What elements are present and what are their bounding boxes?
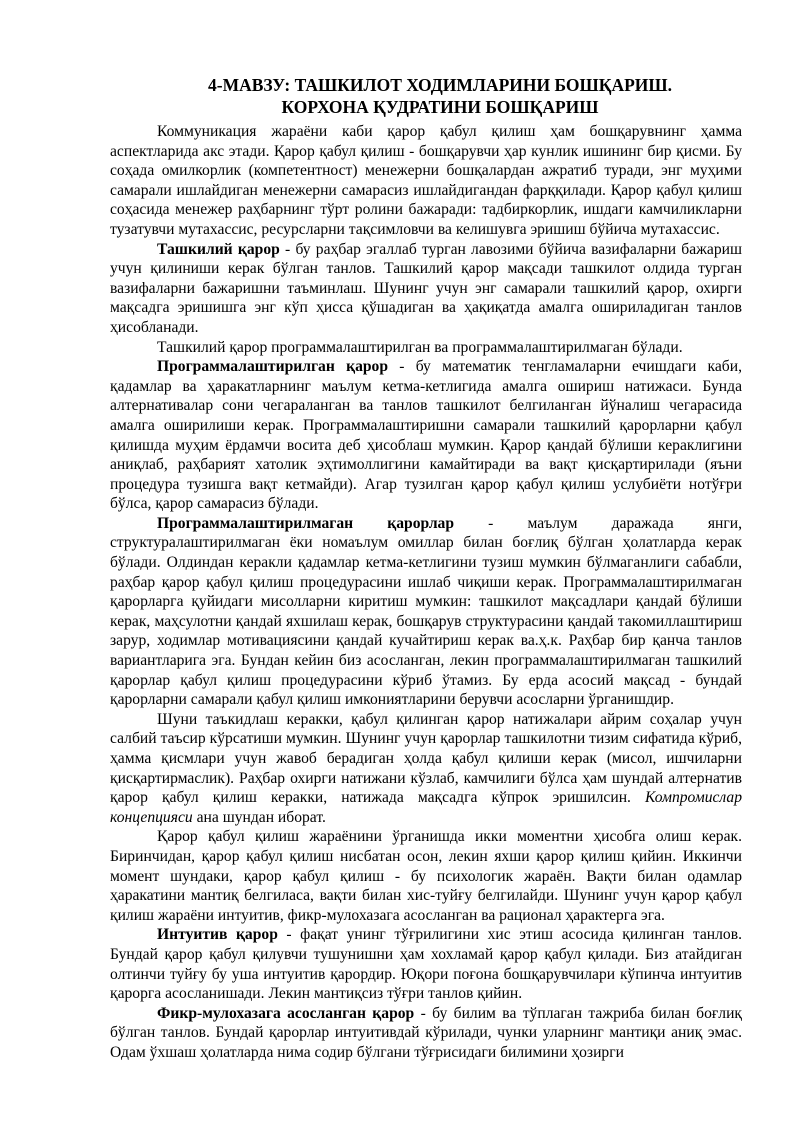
- paragraph-two-moments: [110, 827, 742, 925]
- term-bold: Программалаштирилган қарор: [157, 358, 389, 376]
- paragraph-text: - фақат унинг тўғрилигини хис этиш асосида қилинган танлов. Бундай қарор қабул қилувчи тушунишни ҳам хохламай қарор қабул қилади. Биз атайдиган олтинчи туйғу бу уша интуитив қарордир. Юқори поғона бошқарувчилари кўпинча интуитив қарорга асосланишади. Лекин мантиқсиз тўғри танлов қийин.: [110, 926, 742, 1003]
- paragraph-text: Қарор қабул қилиш жараёнини ўрганишда икки моментни ҳисобга олиш керак. Биринчидан, қарор қабул қилиш нисбатан осон, лекин яхши қарор қилиш қийин. Иккинчи момент шундаки, қарор қабул қилиш - бу психологик жараён. Вақти билан одамлар ҳаракатини мантиқ белгиласа, вақти билан хис-туйғу белгилайди. Шунинг учун қарор қабул қилиш жараёни интуитив, фикр-мулохазага асосланган ва рационал ҳарактерга эга.: [110, 828, 742, 924]
- paragraph-text: Шуни таъкидлаш керакки, қабул қилинган қарор натижалари айрим соҳалар учун салбий таъсир кўрсатиши мумкин. Шунинг учун қарорлар ташкилотни тизим сифатида кўриб, ҳамма қисмлари учун жавоб берадиган ҳолда қабул қилиши керак (мисол, ишчиларни қисқартирмаслик). Раҳбар охирги натижани кўзлаб, камчилиги бўлса ҳам шундай алтернатив қарор қабул қилиш керакки, натижада мақсадга кўпрок эришилсин.: [110, 710, 742, 807]
- paragraph-intro: [110, 122, 742, 240]
- term-bold: Ташкилий қарор: [157, 240, 280, 258]
- term-italic: Компромислар концепцияси: [110, 789, 742, 826]
- paragraph-judgment-decision: [110, 1004, 742, 1063]
- paragraph-organizational-decision: [110, 240, 742, 338]
- term-bold: Интуитив қарор: [157, 926, 278, 944]
- paragraph-intuitive-decision: [110, 925, 742, 1003]
- paragraph-text: - маълум даражада янги, структуралаштирилмаган ёки номаълум омиллар билан боғлиқ бўлган ҳолатларда керак бўлади. Олдиндан керакли қадамлар кетма-кетлигини тузиш мумкин бўлмаганлиги сабабли, раҳбар қарор қабул қилиш процедурасини ишлаб чиқиши керак. Программалаштирилмаган қарорларга қуйидаги мисолларни киритиш мумкин: ташкилот мақсадлари қандай бўлиши керак, маҳсулотни қандай яхшилаш керак, бошқарув структурасини қандай такомиллаштириш зарур, ходимлар мотивациясини қандай кучайтириш керак ва.ҳ.к. Раҳбар бир қанча танлов вариантларига эга. Бундан кейин биз асосланган, лекин программалаштирилмаган ташкилий қарорлар қабул қилиш процедурасини кўриб ўтамиз. Бу ерда асосий мақсад - бундай қарорларни самарали қабул қилиш имкониятларини берувчи асосларни ўрганишдир.: [110, 514, 743, 709]
- paragraph-text-tail: ана шундан иборат.: [192, 808, 326, 826]
- paragraph-unprogrammed-decisions: [110, 514, 742, 710]
- paragraph-text: - бу раҳбар эгаллаб турган лавозими бўйича вазифаларни бажариш учун қилиниши керак бўлган танлов. Ташкилий қарор мақсади ташкилот олдида турган вазифаларни бажаришни таъминлаш. Шунинг учун энг самарали ташкилий қарор, охирги мақсадга эришишга энг кўп ҳисса қўшадиган ва ҳақиқатда амалга ошириладиган танлов ҳисобланади.: [110, 240, 743, 336]
- paragraph-compromise: [110, 710, 742, 828]
- term-bold: Фикр-мулохазага асосланган қарор: [157, 1004, 415, 1022]
- paragraph-text: - бу математик тенгламаларни ечишдаги каби, қадамлар ва ҳаракатларнинг маълум кетма-кетлигида амалга ошириш натижаси. Бунда алтернативалар сони чегараланган ва танлов ташкилот белгиланган йўналиш чегарасида амалга оширилиши керак. Программалаштиришни самарали ташкилий қарорларни қабул қилишда муҳим ёрдамчи восита деб ҳисоблаш мумкин. Қарор қандай бўлиши кераклигини аниқлаб, раҳбарият хатолик эҳтимоллигини камайтиради ва вақт қисқартирилади (яъни процедура тузишга вақт кетмайди). Агар тузилган қарор қабул қилиш услубиёти нотўғри бўлса, қарор самарасиз бўлади.: [110, 358, 742, 513]
- page-title: [110, 74, 742, 118]
- document-page: [110, 74, 742, 1063]
- title-line-2: КОРХОНА ҚУДРАТИНИ БОШҚАРИШ: [281, 97, 599, 117]
- paragraph-programmed-decision: [110, 357, 742, 514]
- paragraph-text: Ташкилий қарор программалаштирилган ва программалаштирилмаган бўлади.: [157, 338, 683, 356]
- paragraph-text: Коммуникация жараёни каби қарор қабул қилиш ҳам бошқарувнинг ҳамма аспектларида акс этади. Қарор қабул қилиш - бошқарувчи ҳар кунлик ишининг бир қисми. Бу соҳада омилкорлик (компетентност) менежерни бошқалардан ажратиб туради, энг муҳими самарали ишлайдиган менежерни самарасиз ишлайдигандан фарққилади. Қарор қабул қилиш соҳасида менежер раҳбарнинг тўрт ролини бажаради: тадбиркорлик, ишдаги камчиликларни тузатувчи мутахассис, ресурсларни тақсимловчи ва келишувга эришиш бўйича мутахассис.: [110, 123, 742, 238]
- paragraph-text: - бу билим ва тўплаган тажриба билан боғлиқ бўлган танлов. Бундай қарорлар интуитивдай кўрилади, чунки уларнинг мантиқи аниқ эмас. Одам ўхшаш ҳолатларда нима содир бўлгани тўғрисидаги билимини ҳозирги: [110, 1004, 743, 1061]
- term-bold: Программалаштирилмаган қарорлар: [157, 514, 455, 532]
- title-line-1: 4-МАВЗУ: ТАШКИЛОТ ХОДИМЛАРИНИ БОШҚАРИШ.: [208, 75, 672, 95]
- paragraph-decision-types: [110, 338, 742, 358]
